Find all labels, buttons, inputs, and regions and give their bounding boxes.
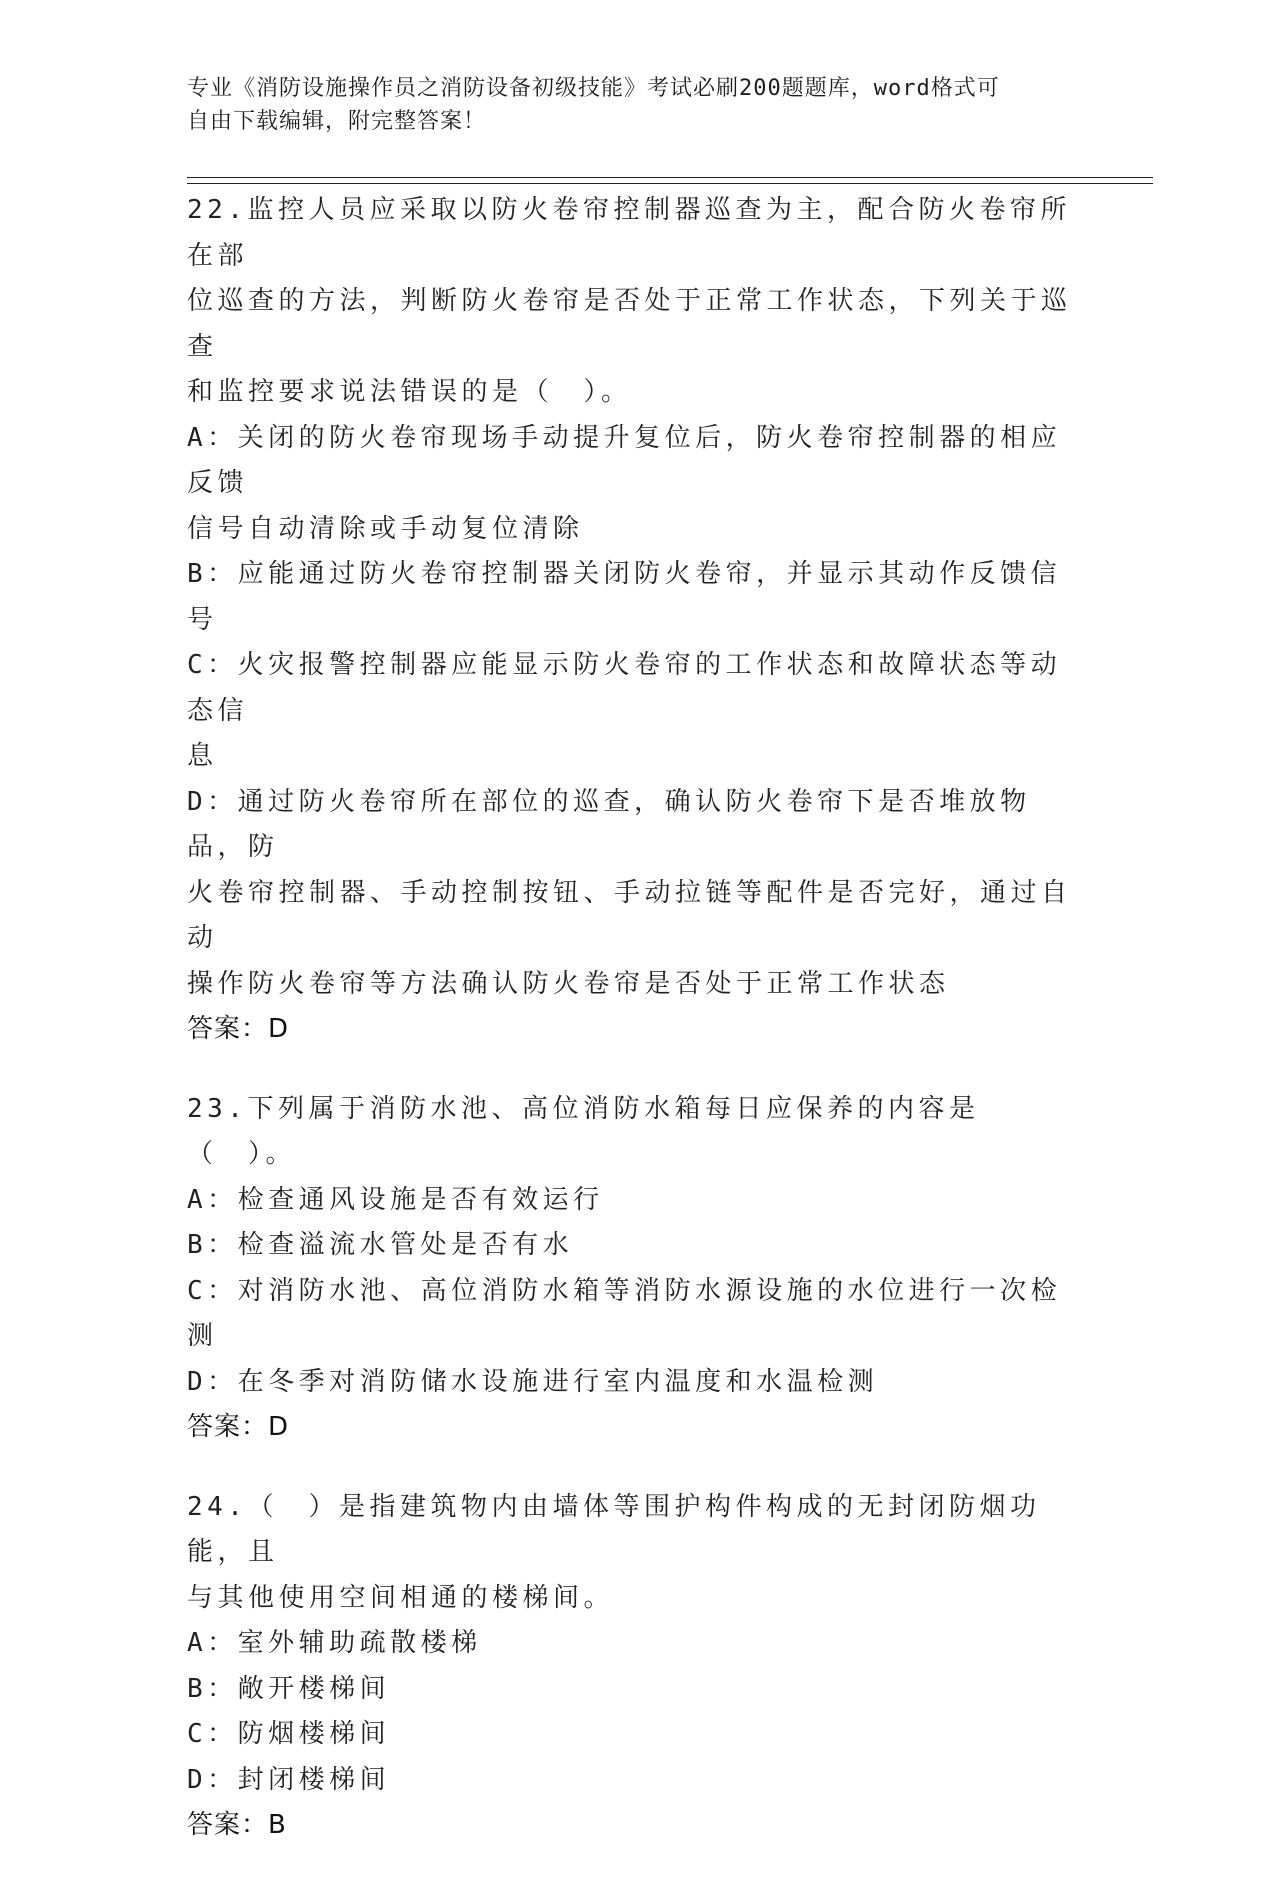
option-c-line: C：防烟楼梯间 [187, 1719, 391, 1749]
question-stem-line: 24.（ ）是指建筑物内由墙体等围护构件构成的无封闭防烟功能，且 [187, 1491, 1041, 1567]
answer-label: 答案：D [187, 1412, 290, 1442]
question-stem-line: 位巡查的方法，判断防火卷帘是否处于正常工作状态，下列关于巡查 [187, 286, 1072, 362]
option-c-line: C：火灾报警控制器应能显示防火卷帘的工作状态和故障状态等动态信 [187, 650, 1062, 726]
question-stem-line: 22.监控人员应采取以防火卷帘控制器巡查为主，配合防火卷帘所在部 [187, 195, 1071, 271]
document-header [187, 72, 1067, 138]
header-divider-bottom [187, 183, 1153, 184]
option-a-line: A：关闭的防火卷帘现场手动提升复位后，防火卷帘控制器的相应反馈 [187, 422, 1062, 498]
question-stem-line: 23.下列属于消防水池、高位消防水箱每日应保养的内容是（ ）。 [187, 1093, 980, 1169]
question-stem-line: 与其他使用空间相通的楼梯间。 [187, 1582, 615, 1613]
option-a-line: 信号自动清除或手动复位清除 [187, 513, 584, 544]
option-b-line: B：敞开楼梯间 [187, 1673, 391, 1704]
option-a-line: A：检查通风设施是否有效运行 [187, 1184, 604, 1215]
question-23 [187, 1087, 1087, 1451]
header-divider-top [187, 177, 1153, 178]
header-line-2: 自由下载编辑，附完整答案！ [187, 109, 487, 134]
option-a-line: A：室外辅助疏散楼梯 [187, 1628, 482, 1658]
option-d-line: D：通过防火卷帘所在部位的巡查，确认防火卷帘下是否堆放物品，防 [187, 786, 1031, 862]
option-c-line: C：对消防水池、高位消防水箱等消防水源设施的水位进行一次检测 [187, 1275, 1062, 1351]
answer-label: 答案：D [187, 1014, 290, 1044]
option-b-line: B：应能通过防火卷帘控制器关闭防火卷帘，并显示其动作反馈信号 [187, 559, 1062, 635]
question-list [187, 188, 1087, 1883]
option-d-line: 火卷帘控制器、手动控制按钮、手动拉链等配件是否完好，通过自动 [187, 877, 1072, 953]
option-c-line: 息 [187, 741, 218, 771]
option-d-line: D：在冬季对消防储水设施进行室内温度和水温检测 [187, 1366, 879, 1397]
question-24 [187, 1485, 1087, 1849]
question-22 [187, 188, 1087, 1053]
option-d-line: 操作防火卷帘等方法确认防火卷帘是否处于正常工作状态 [187, 968, 950, 999]
answer-label: 答案：B [187, 1810, 287, 1840]
question-stem-line: 和监控要求说法错误的是（ ）。 [187, 377, 632, 407]
option-d-line: D：封闭楼梯间 [187, 1764, 391, 1795]
option-b-line: B：检查溢流水管处是否有水 [187, 1230, 574, 1260]
header-line-1: 专业《消防设施操作员之消防设备初级技能》考试必刷200题题库，word格式可 [187, 76, 1000, 101]
